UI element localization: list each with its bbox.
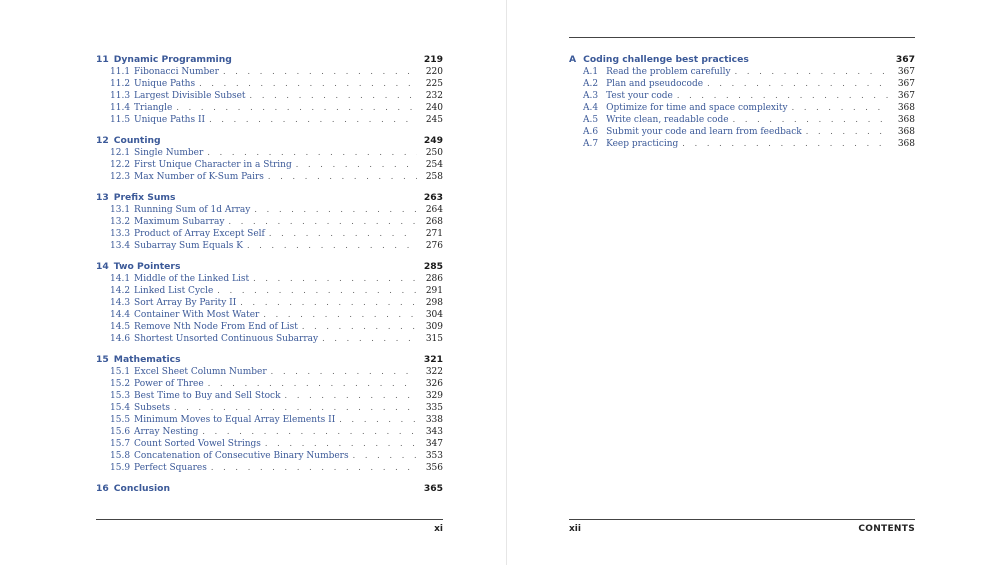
header-rule — [569, 37, 915, 38]
section-page: 326 — [425, 379, 443, 389]
chapter-title: Two Pointers — [113, 261, 181, 272]
chapter-title: Counting — [113, 135, 161, 146]
chapter-page: 285 — [423, 261, 443, 272]
section-link[interactable] — [96, 378, 443, 390]
dot-leader — [253, 273, 417, 285]
chapter-entry — [96, 354, 443, 474]
appendix-section-number: A.2 — [583, 79, 599, 89]
dot-leader — [208, 378, 417, 390]
section-page: 286 — [425, 274, 443, 284]
dot-leader — [240, 297, 417, 309]
section-page: 356 — [425, 463, 443, 473]
section-title: Largest Divisible Subset — [134, 91, 246, 101]
appendix-section-page: 368 — [897, 139, 915, 149]
appendix-section-title: Optimize for time and space complexity — [606, 103, 788, 113]
appendix-section-title: Submit your code and learn from feedback — [606, 127, 802, 137]
section-title: Sort Array By Parity II — [134, 298, 237, 308]
section-link[interactable] — [96, 402, 443, 414]
section-number: 14.1 — [110, 274, 131, 284]
appendix-section-title: Test your code — [606, 91, 673, 101]
chapter-title: Prefix Sums — [113, 192, 176, 203]
section-number: 11.4 — [110, 103, 131, 113]
dot-leader — [285, 390, 417, 402]
section-link[interactable] — [96, 333, 443, 345]
dot-leader — [263, 309, 417, 321]
section-link[interactable] — [96, 273, 443, 285]
dot-leader — [199, 78, 417, 90]
dot-leader — [176, 102, 417, 114]
section-page: 232 — [425, 91, 443, 101]
section-link[interactable] — [96, 366, 443, 378]
section-title: Concatenation of Consecutive Binary Numbers — [134, 451, 349, 461]
section-title: Product of Array Except Self — [134, 229, 265, 239]
chapter-page: 321 — [423, 354, 443, 365]
dot-leader — [682, 138, 889, 150]
section-page: 343 — [425, 427, 443, 437]
section-link[interactable] — [96, 159, 443, 171]
appendix-section-number: A.5 — [583, 115, 599, 125]
chapter-entry — [96, 261, 443, 345]
dot-leader — [806, 126, 889, 138]
section-number: 15.2 — [110, 379, 131, 389]
section-title: Single Number — [134, 148, 204, 158]
appendix-title: Coding challenge best practices — [583, 54, 749, 65]
dot-leader — [265, 438, 417, 450]
section-link[interactable] — [96, 147, 443, 159]
appendix-page: 367 — [895, 54, 915, 65]
section-page: 322 — [425, 367, 443, 377]
section-link[interactable] — [96, 309, 443, 321]
section-number: 11.1 — [110, 67, 131, 77]
section-link[interactable] — [96, 90, 443, 102]
chapter-heading-link[interactable] — [96, 354, 443, 366]
appendix-section-number: A.6 — [583, 127, 599, 137]
section-link[interactable] — [96, 321, 443, 333]
dot-leader — [302, 321, 417, 333]
dot-leader — [217, 285, 417, 297]
section-number: 12.3 — [110, 172, 131, 182]
dot-leader — [202, 426, 417, 438]
section-page: 240 — [425, 103, 443, 113]
chapter-title: Conclusion — [113, 483, 170, 494]
footer-rule — [569, 519, 915, 520]
section-link[interactable] — [96, 78, 443, 90]
section-title: Unique Paths — [134, 79, 196, 89]
section-link[interactable] — [96, 462, 443, 474]
section-page: 298 — [425, 298, 443, 308]
section-number: 13.1 — [110, 205, 131, 215]
dot-leader — [269, 228, 417, 240]
section-title: Count Sorted Vowel Strings — [134, 439, 261, 449]
section-title: Array Nesting — [134, 427, 199, 437]
left-page — [96, 0, 443, 565]
dot-leader — [247, 240, 417, 252]
section-title: Container With Most Water — [134, 310, 260, 320]
section-number: 14.2 — [110, 286, 131, 296]
appendix-section-link[interactable] — [569, 102, 915, 114]
dot-leader — [339, 414, 417, 426]
dot-leader — [322, 333, 417, 345]
section-link[interactable] — [96, 438, 443, 450]
dot-leader — [733, 114, 889, 126]
section-page: 225 — [425, 79, 443, 89]
section-page: 254 — [425, 160, 443, 170]
dot-leader — [207, 147, 417, 159]
section-page: 338 — [425, 415, 443, 425]
section-page: 335 — [425, 403, 443, 413]
section-link[interactable] — [96, 204, 443, 216]
chapter-page: 249 — [423, 135, 443, 146]
appendix-section-number: A.3 — [583, 91, 599, 101]
appendix-section-page: 368 — [897, 103, 915, 113]
section-page: 329 — [425, 391, 443, 401]
section-link[interactable] — [96, 297, 443, 309]
dot-leader — [228, 216, 417, 228]
chapter-entry — [96, 483, 443, 495]
page-spread-divider — [506, 0, 507, 565]
appendix-section-page: 368 — [897, 115, 915, 125]
section-page: 304 — [425, 310, 443, 320]
appendix-heading-link[interactable] — [569, 54, 915, 66]
section-link[interactable] — [96, 66, 443, 78]
dot-leader — [268, 171, 417, 183]
appendix-section-link[interactable] — [569, 66, 915, 78]
chapter-number: 12 — [96, 135, 109, 146]
section-title: Triangle — [134, 103, 173, 113]
appendix-section-list — [569, 66, 915, 150]
chapter-page: 219 — [423, 54, 443, 65]
section-page: 291 — [425, 286, 443, 296]
appendix-section-title: Read the problem carefully — [606, 67, 731, 77]
appendix-section-number: A.7 — [583, 139, 599, 149]
appendix-section-link[interactable] — [569, 138, 915, 150]
section-title: Remove Nth Node From End of List — [134, 322, 298, 332]
section-link[interactable] — [96, 171, 443, 183]
appendix-section-number: A.4 — [583, 103, 599, 113]
appendix-section-link[interactable] — [569, 114, 915, 126]
appendix-section-page: 367 — [897, 79, 915, 89]
appendix-section-page: 368 — [897, 127, 915, 137]
section-number: 15.5 — [110, 415, 131, 425]
section-number: 12.1 — [110, 148, 131, 158]
section-number: 14.6 — [110, 334, 131, 344]
dot-leader — [209, 114, 417, 126]
section-number: 12.2 — [110, 160, 131, 170]
section-number: 15.8 — [110, 451, 131, 461]
chapter-number: 16 — [96, 483, 109, 494]
dot-leader — [250, 90, 417, 102]
section-link[interactable] — [96, 228, 443, 240]
section-title: Minimum Moves to Equal Array Elements II — [134, 415, 336, 425]
section-link[interactable] — [96, 414, 443, 426]
chapter-heading-link[interactable] — [96, 261, 443, 273]
chapter-page: 365 — [423, 483, 443, 494]
section-title: Linked List Cycle — [134, 286, 214, 296]
appendix-section-page: 367 — [897, 67, 915, 77]
section-number: 11.3 — [110, 91, 131, 101]
dot-leader — [677, 90, 889, 102]
section-link[interactable] — [96, 102, 443, 114]
section-title: Max Number of K-Sum Pairs — [134, 172, 264, 182]
section-page: 220 — [425, 67, 443, 77]
chapter-heading-link[interactable] — [96, 54, 443, 66]
footer-rule — [96, 519, 443, 520]
section-title: Unique Paths II — [134, 115, 206, 125]
appendix-section-title: Plan and pseudocode — [606, 79, 704, 89]
section-number: 14.4 — [110, 310, 131, 320]
section-link[interactable] — [96, 114, 443, 126]
page-number: xi — [434, 524, 443, 534]
section-title: Best Time to Buy and Sell Stock — [134, 391, 281, 401]
page-number: xii — [569, 524, 581, 534]
chapter-number: 13 — [96, 192, 109, 203]
section-number: 11.5 — [110, 115, 131, 125]
section-link[interactable] — [96, 426, 443, 438]
section-number: 15.9 — [110, 463, 131, 473]
appendix-letter: A — [569, 54, 577, 65]
section-title: Perfect Squares — [134, 463, 207, 473]
appendix-section-link[interactable] — [569, 78, 915, 90]
section-title: Running Sum of 1d Array — [134, 205, 251, 215]
section-page: 258 — [425, 172, 443, 182]
section-title: First Unique Character in a String — [134, 160, 292, 170]
chapter-entry — [96, 192, 443, 252]
appendix-section-number: A.1 — [583, 67, 599, 77]
section-title: Shortest Unsorted Continuous Subarray — [134, 334, 319, 344]
section-title: Middle of the Linked List — [134, 274, 250, 284]
chapter-entry — [96, 54, 443, 126]
table-of-contents-right — [569, 54, 915, 159]
appendix-section-page: 367 — [897, 91, 915, 101]
section-page: 264 — [425, 205, 443, 215]
table-of-contents-left — [96, 54, 443, 504]
appendix-entry — [569, 54, 915, 150]
section-page: 245 — [425, 115, 443, 125]
chapter-heading-link[interactable] — [96, 192, 443, 204]
section-number: 13.3 — [110, 229, 131, 239]
section-number: 11.2 — [110, 79, 131, 89]
section-number: 15.1 — [110, 367, 131, 377]
section-page: 309 — [425, 322, 443, 332]
section-title: Excel Sheet Column Number — [134, 367, 267, 377]
dot-leader — [223, 66, 417, 78]
section-page: 276 — [425, 241, 443, 251]
section-link[interactable] — [96, 390, 443, 402]
section-number: 15.6 — [110, 427, 131, 437]
section-title: Maximum Subarray — [134, 217, 225, 227]
section-link[interactable] — [96, 450, 443, 462]
dot-leader — [254, 204, 417, 216]
appendix-section-link[interactable] — [569, 90, 915, 102]
dot-leader — [296, 159, 417, 171]
chapter-heading-link[interactable] — [96, 135, 443, 147]
dot-leader — [271, 366, 417, 378]
section-title: Fibonacci Number — [134, 67, 219, 77]
section-page: 268 — [425, 217, 443, 227]
chapter-page: 263 — [423, 192, 443, 203]
chapter-entry — [96, 135, 443, 183]
section-number: 15.4 — [110, 403, 131, 413]
dot-leader — [735, 66, 889, 78]
chapter-title: Dynamic Programming — [113, 54, 232, 65]
dot-leader — [211, 462, 417, 474]
dot-leader — [792, 102, 889, 114]
section-page: 315 — [425, 334, 443, 344]
section-link[interactable] — [96, 216, 443, 228]
chapter-number: 11 — [96, 54, 109, 65]
section-number: 14.3 — [110, 298, 131, 308]
section-number: 13.2 — [110, 217, 131, 227]
appendix-section-title: Write clean, readable code — [606, 115, 729, 125]
section-page: 250 — [425, 148, 443, 158]
section-page: 347 — [425, 439, 443, 449]
section-title: Power of Three — [134, 379, 204, 389]
section-link[interactable] — [96, 240, 443, 252]
section-page: 271 — [425, 229, 443, 239]
right-page — [569, 0, 915, 565]
section-link[interactable] — [96, 285, 443, 297]
section-title: Subsets — [134, 403, 170, 413]
chapter-number: 14 — [96, 261, 109, 272]
section-number: 13.4 — [110, 241, 131, 251]
chapter-number: 15 — [96, 354, 109, 365]
appendix-section-title: Keep practicing — [606, 139, 679, 149]
section-number: 15.3 — [110, 391, 131, 401]
appendix-section-link[interactable] — [569, 126, 915, 138]
section-page: 353 — [425, 451, 443, 461]
section-number: 14.5 — [110, 322, 131, 332]
chapter-title: Mathematics — [113, 354, 181, 365]
section-number: 15.7 — [110, 439, 131, 449]
dot-leader — [353, 450, 417, 462]
dot-leader — [174, 402, 417, 414]
section-title: Subarray Sum Equals K — [134, 241, 243, 251]
running-head: CONTENTS — [858, 524, 915, 534]
chapter-heading-link[interactable] — [96, 483, 443, 495]
dot-leader — [707, 78, 889, 90]
